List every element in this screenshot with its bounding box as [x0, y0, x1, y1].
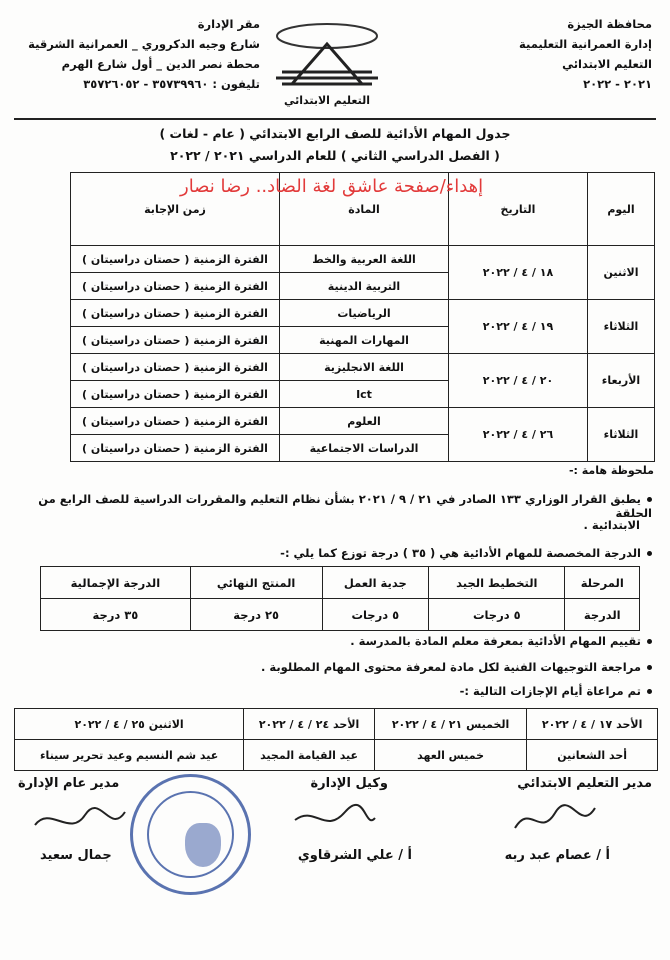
- time-cell: الفترة الزمنية ( حصتان دراسيتان ): [71, 381, 280, 408]
- grade-cell: ٣٥ درجة: [41, 599, 191, 631]
- note-continuation: الابتدائية .: [583, 518, 640, 532]
- grade-table: [40, 566, 640, 631]
- handwritten-signature-icon: [290, 800, 380, 840]
- signature-title-general-director: مدير عام الإدارة: [18, 776, 120, 791]
- holiday-date-cell: الاثنين ٢٥ / ٤ / ٢٠٢٢: [15, 709, 244, 740]
- schedule-table: [70, 172, 655, 462]
- dedication-watermark: إهداء/صفحة عاشق لغة الضاد.. رضا نصار: [180, 176, 484, 197]
- grade-cell: المرحلة: [565, 567, 640, 599]
- subject-cell: الدراسات الاجتماعية: [280, 435, 449, 462]
- bullet-icon: [647, 551, 652, 556]
- date-cell: ٢٠ / ٤ / ٢٠٢٢: [449, 354, 588, 408]
- date-cell: ١٨ / ٤ / ٢٠٢٢: [449, 246, 588, 300]
- handwritten-signature-icon: [30, 800, 130, 842]
- holiday-date-cell: الخميس ٢١ / ٤ / ٢٠٢٢: [374, 709, 526, 740]
- header-left-line: شارع وجيه الدكروري _ العمرانية الشرقية: [28, 37, 260, 51]
- holiday-name-cell: أحد الشعانين: [527, 740, 658, 771]
- subject-cell: التربية الدينية: [280, 273, 449, 300]
- subject-cell: الرياضيات: [280, 300, 449, 327]
- table-row: [71, 246, 655, 273]
- page-title: جدول المهام الأدائية للصف الرابع الابتدائي ( عام - لغات ): [159, 126, 511, 141]
- subject-cell: العلوم: [280, 408, 449, 435]
- holiday-date-cell: الأحد ٢٤ / ٤ / ٢٠٢٢: [244, 709, 375, 740]
- eagle-emblem-icon: [185, 823, 221, 867]
- page-subtitle: ( الفصل الدراسي الثاني ) للعام الدراسي ٢٠٢١ / ٢٠٢٢: [170, 148, 500, 163]
- time-cell: الفترة الزمنية ( حصتان دراسيتان ): [71, 327, 280, 354]
- header-subject: المادة: [280, 173, 449, 246]
- stamp-ring: [147, 791, 234, 878]
- table-row: [71, 300, 655, 327]
- date-cell: ٢٦ / ٤ / ٢٠٢٢: [449, 408, 588, 462]
- header-right-line: إدارة العمرانية التعليمية: [519, 37, 652, 51]
- day-cell: الاثنين: [588, 246, 655, 300]
- time-cell: الفترة الزمنية ( حصتان دراسيتان ): [71, 408, 280, 435]
- time-cell: الفترة الزمنية ( حصتان دراسيتان ): [71, 354, 280, 381]
- grade-cell: ٢٥ درجة: [190, 599, 322, 631]
- grade-cell: جدية العمل: [322, 567, 429, 599]
- official-stamp-icon: [130, 774, 251, 895]
- note-item: تم مراعاة أيام الإجازات التالية :-: [460, 684, 652, 698]
- bullet-icon: [647, 689, 652, 694]
- note-item: يطبق القرار الوزاري ١٣٣ الصادر في ٢١ / ٩ / ٢٠٢١ بشأن نظام التعليم والمقررات الدراسية للصف الرابع من الحلقة: [38, 492, 652, 520]
- subject-cell: المهارات المهنية: [280, 327, 449, 354]
- note-item: مراجعة التوجيهات الفنية لكل مادة لمعرفة محتوى المهام المطلوبة .: [261, 660, 652, 674]
- table-row: [71, 354, 655, 381]
- grade-cell: الدرجة: [565, 599, 640, 631]
- table-row: [41, 567, 640, 599]
- time-cell: الفترة الزمنية ( حصتان دراسيتان ): [71, 273, 280, 300]
- subject-cell: اللغة الانجليزية: [280, 354, 449, 381]
- holiday-date-cell: الأحد ١٧ / ٤ / ٢٠٢٢: [527, 709, 658, 740]
- note-item: تقييم المهام الأدائية بمعرفة معلم المادة بالمدرسة .: [350, 634, 652, 648]
- header-date: التاريخ: [449, 173, 588, 246]
- header-left-line: تليفون : ٣٥٧٣٩٩٦٠ - ٣٥٧٢٦٠٥٢: [83, 77, 260, 91]
- grade-cell: التخطيط الجيد: [429, 567, 565, 599]
- date-cell: ١٩ / ٤ / ٢٠٢٢: [449, 300, 588, 354]
- table-row: [15, 740, 658, 771]
- grade-cell: ٥ درجات: [322, 599, 429, 631]
- signature-name-primary-director: أ / عصام عبد ربه: [504, 848, 610, 863]
- handwritten-signature-icon: [510, 798, 600, 844]
- holiday-name-cell: عيد شم النسيم وعيد تحرير سيناء: [15, 740, 244, 771]
- table-row: [71, 408, 655, 435]
- holiday-name-cell: عيد القيامة المجيد: [244, 740, 375, 771]
- header-divider: [14, 118, 656, 120]
- header-left-line: مقر الإدارة: [197, 17, 260, 31]
- logo-caption: التعليم الابتدائي: [283, 94, 370, 107]
- signature-title-primary-director: مدير التعليم الابتدائي: [517, 776, 652, 791]
- grade-cell: ٥ درجات: [429, 599, 565, 631]
- table-row: [41, 599, 640, 631]
- header-right-line: ٢٠٢١ - ٢٠٢٢: [583, 77, 652, 91]
- day-cell: الثلاثاء: [588, 408, 655, 462]
- bullet-icon: [647, 639, 652, 644]
- grade-cell: الدرجة الإجمالية: [41, 567, 191, 599]
- day-cell: الأربعاء: [588, 354, 655, 408]
- bullet-icon: [647, 497, 652, 502]
- grade-cell: المنتج النهائي: [190, 567, 322, 599]
- holiday-name-cell: خميس العهد: [374, 740, 526, 771]
- header-left-line: محطة نصر الدين _ أول شارع الهرم: [61, 57, 260, 71]
- note-item: الدرجة المخصصة للمهام الأدائية هي ( ٣٥ ) درجة توزع كما يلي :-: [280, 546, 652, 560]
- time-cell: الفترة الزمنية ( حصتان دراسيتان ): [71, 435, 280, 462]
- header-left: [10, 14, 260, 94]
- table-row: [15, 709, 658, 740]
- logo: [262, 14, 392, 114]
- notes-heading: ملحوظة هامة :-: [568, 464, 654, 477]
- bullet-icon: [647, 665, 652, 670]
- subject-cell: اللغة العربية والخط: [280, 246, 449, 273]
- signature-name-deputy: أ / علي الشرقاوي: [297, 848, 412, 863]
- signature-name-general-director: جمال سعيد: [40, 848, 112, 863]
- header-right: [519, 14, 652, 94]
- day-cell: الثلاثاء: [588, 300, 655, 354]
- time-cell: الفترة الزمنية ( حصتان دراسيتان ): [71, 246, 280, 273]
- header-right-line: محافظة الجيزة: [567, 17, 652, 31]
- signature-title-deputy: وكيل الإدارة: [310, 776, 388, 791]
- subject-cell: Ict: [280, 381, 449, 408]
- time-cell: الفترة الزمنية ( حصتان دراسيتان ): [71, 300, 280, 327]
- header-day: اليوم: [588, 173, 655, 246]
- header-right-line: التعليم الابتدائي: [562, 57, 652, 71]
- header-time: زمن الإجابة: [71, 173, 280, 246]
- holidays-table: [14, 708, 658, 771]
